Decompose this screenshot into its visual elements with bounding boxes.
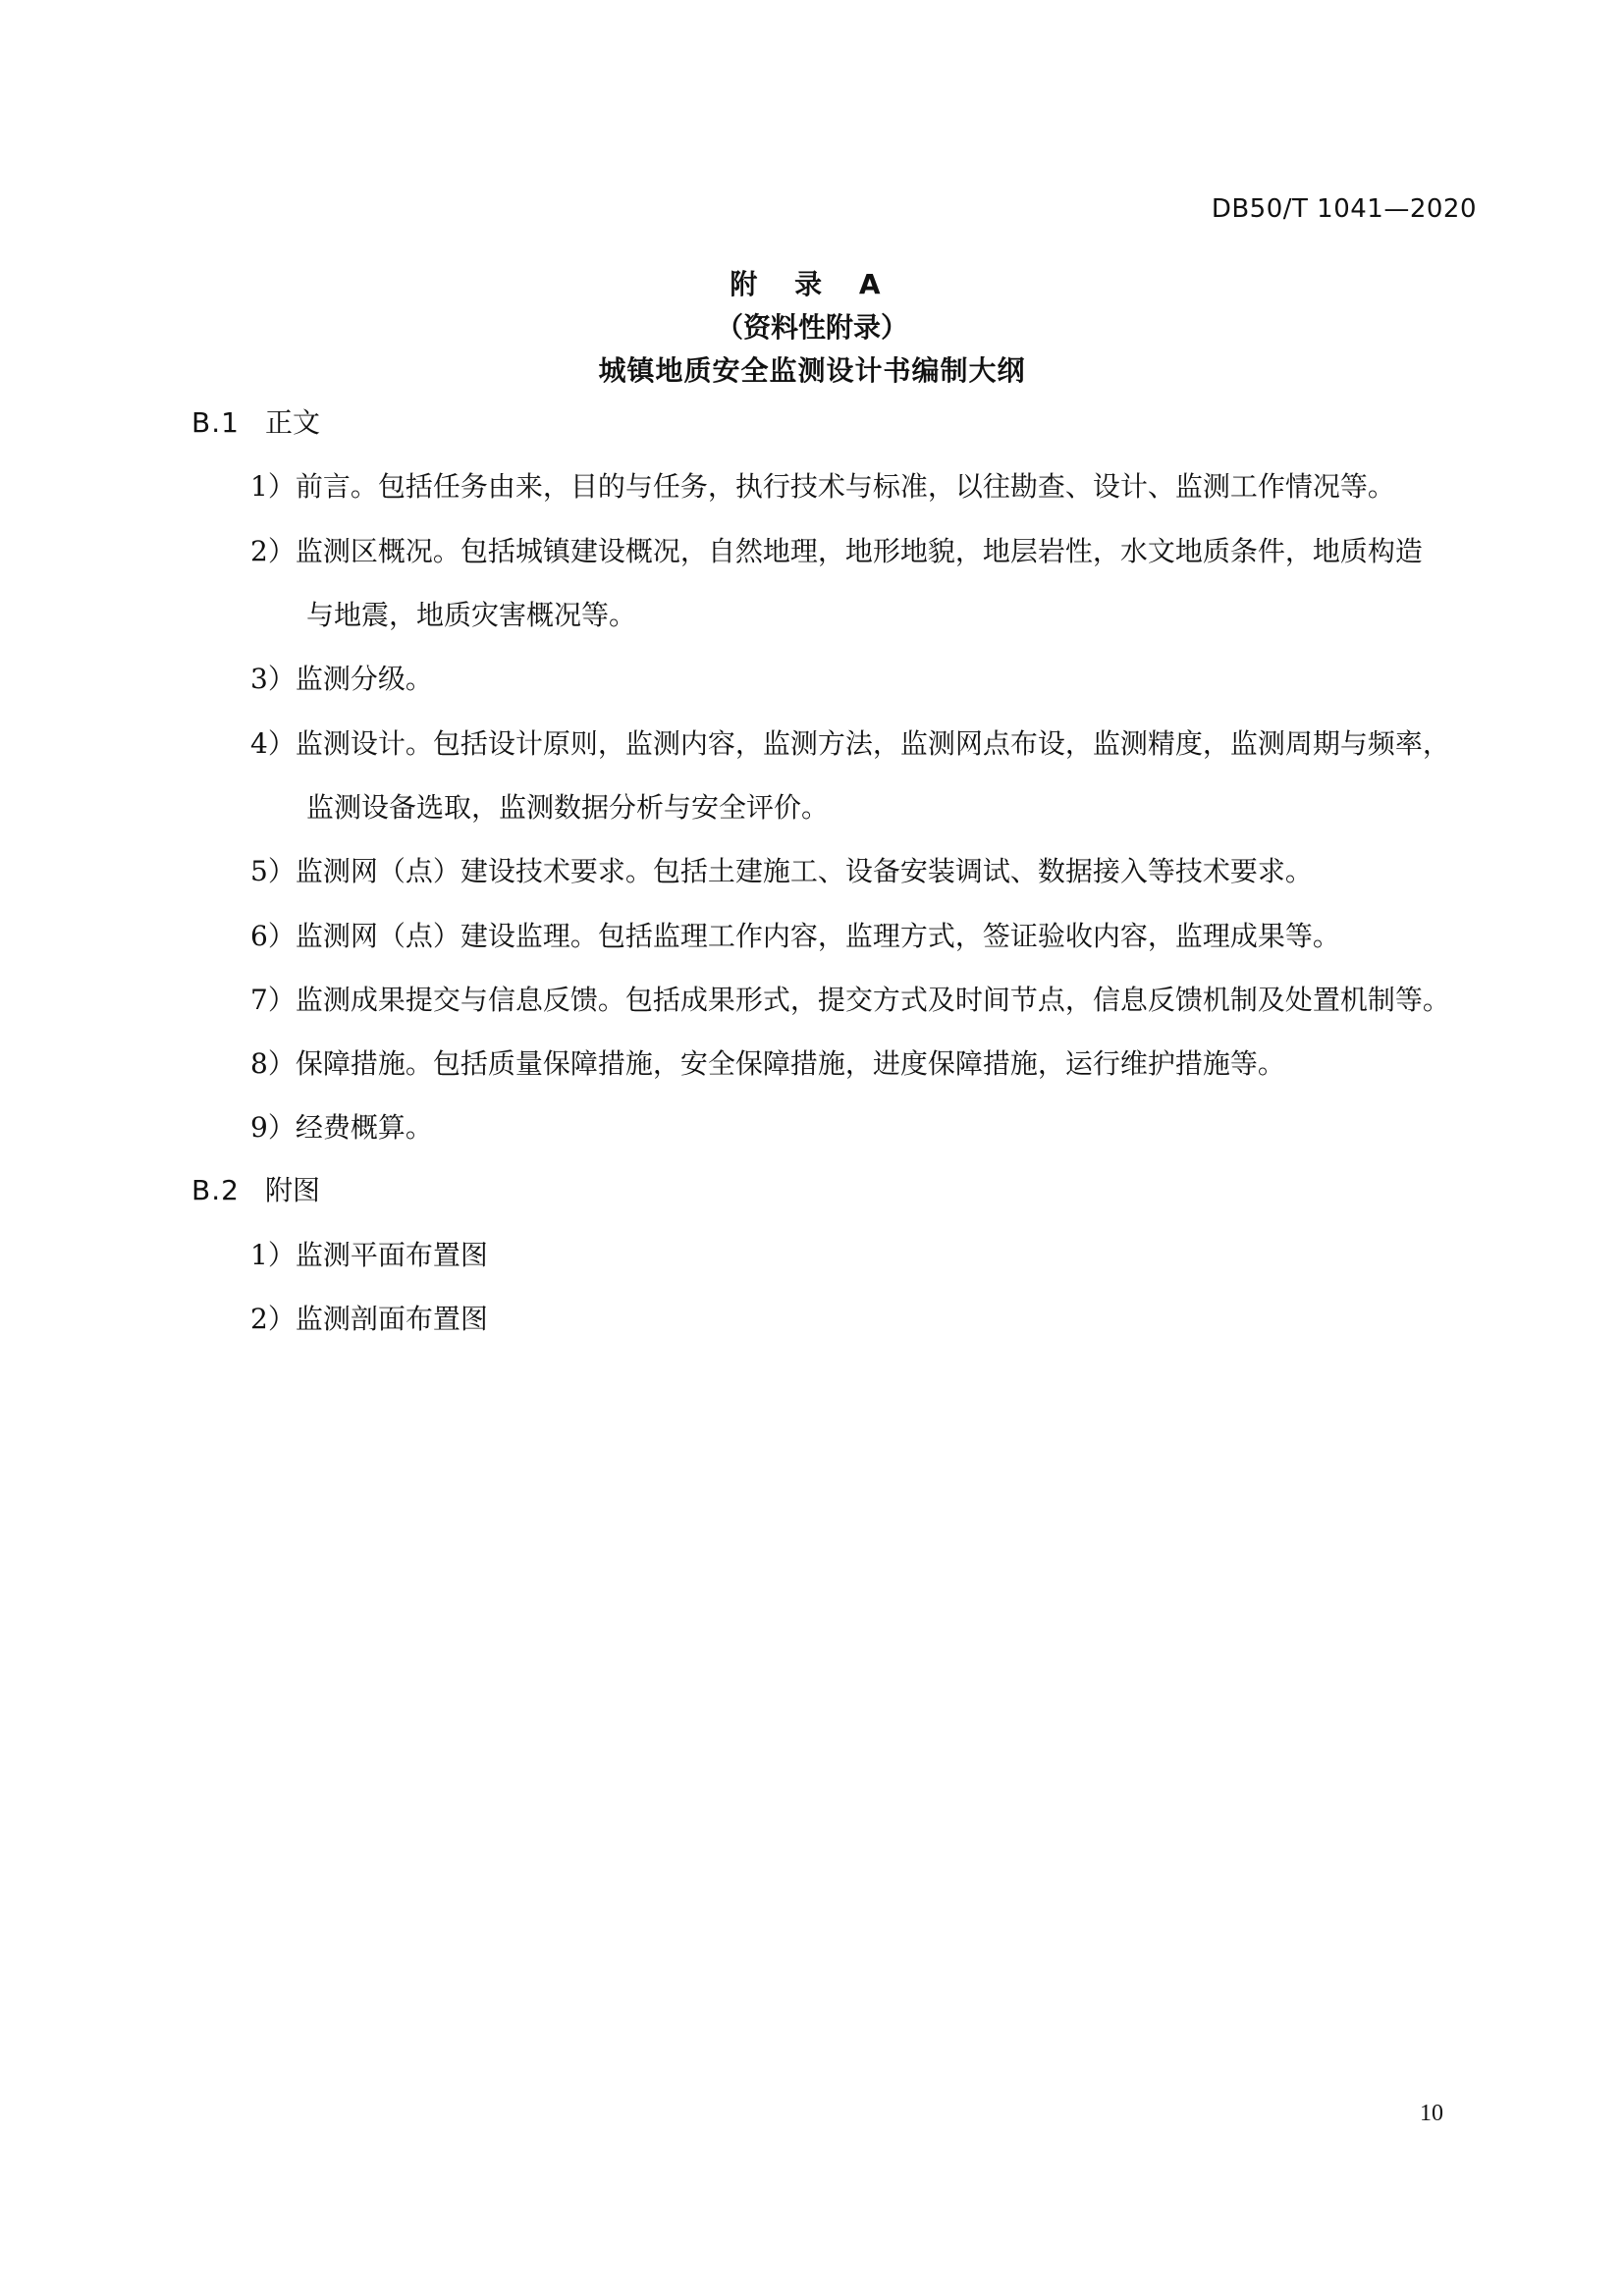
appendix-label: 附 录 A xyxy=(730,268,894,300)
list-item-text: 4）监测设计。包括设计原则，监测内容，监测方法，监测网点布设，监测精度，监测周期与频率， xyxy=(250,727,1450,760)
section-title: 正文 xyxy=(265,406,321,439)
list-item-text: 2）监测剖面布置图 xyxy=(250,1303,488,1335)
appendix-title: 城镇地质安全监测设计书编制大纲 xyxy=(598,354,1026,387)
list-item-text: 7）监测成果提交与信息反馈。包括成果形式，提交方式及时间节点，信息反馈机制及处置机制等。 xyxy=(250,984,1450,1016)
list-item xyxy=(250,1223,1478,1287)
section-heading-b1 xyxy=(191,401,320,441)
list-item-text: 5）监测网（点）建设技术要求。包括土建施工、设备安装调试、数据接入等技术要求。 xyxy=(250,855,1313,887)
list-item-text: 9）经费概算。 xyxy=(250,1111,433,1144)
section-number: B.1 xyxy=(191,406,240,439)
list-item-text: 1）监测平面布置图 xyxy=(250,1239,488,1271)
list-item xyxy=(250,1032,1478,1095)
list-item xyxy=(250,839,1478,903)
document-code: DB50/T 1041—2020 xyxy=(1211,194,1477,224)
list-item-continuation: 监测设备选取，监测数据分析与安全评价。 xyxy=(306,791,830,824)
list-item-continuation: 与地震，地质灾害概况等。 xyxy=(306,599,637,631)
list-item xyxy=(250,1287,1478,1351)
section-title: 附图 xyxy=(265,1174,321,1206)
section-number: B.2 xyxy=(191,1174,240,1206)
page-number: 10 xyxy=(1420,2101,1443,2126)
list-item xyxy=(250,712,1478,839)
list-item xyxy=(250,454,1478,518)
list-item-text: 2）监测区概况。包括城镇建设概况，自然地理，地形地貌，地层岩性，水文地质条件，地质构造 xyxy=(250,535,1423,567)
list-item xyxy=(250,647,1478,711)
list-item xyxy=(250,968,1478,1032)
list-item-text: 3）监测分级。 xyxy=(250,663,433,695)
list-item xyxy=(250,519,1478,647)
list-item-text: 1）前言。包括任务由来，目的与任务，执行技术与标准，以往勘查、设计、监测工作情况等。 xyxy=(250,470,1395,503)
appendix-type: （资料性附录） xyxy=(715,311,908,344)
list-item-text: 8）保障措施。包括质量保障措施，安全保障措施，进度保障措施，运行维护措施等。 xyxy=(250,1047,1285,1080)
list-item xyxy=(250,1095,1478,1159)
list-item xyxy=(250,904,1478,968)
list-item-text: 6）监测网（点）建设监理。包括监理工作内容，监理方式，签证验收内容，监理成果等。 xyxy=(250,920,1340,952)
section-heading-b2 xyxy=(191,1169,320,1208)
